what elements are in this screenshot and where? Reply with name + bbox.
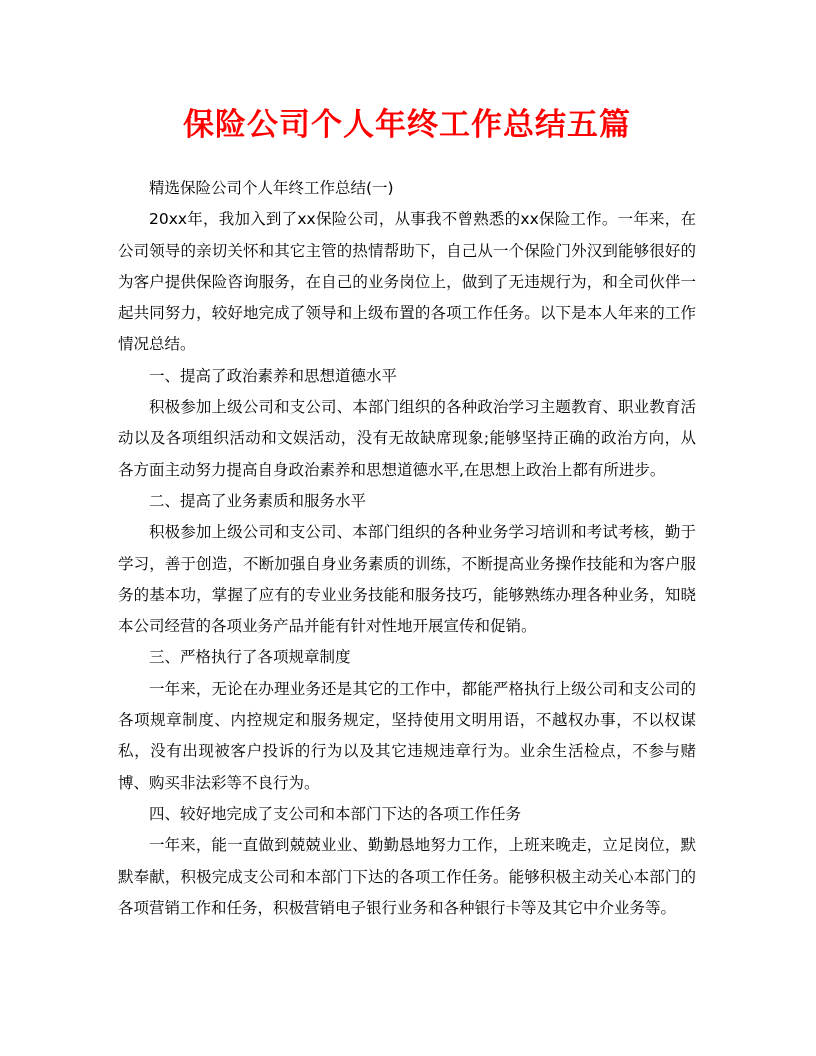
document-body <box>118 173 696 924</box>
section-heading-2: 二、提高了业务素质和服务水平 <box>149 491 367 510</box>
body-paragraph-4: 一年来，能一直做到兢兢业业、勤勤恳地努力工作，上班来晚走，立足岗位，默默奉献，积极完成支公司和本部门下达的各项工作任务。能够积极主动关心本部门的各项营销工作和任务，积极营销电子银行业务和各种银行卡等及其它中介业务等。 <box>118 836 696 917</box>
body-paragraph-2: 积极参加上级公司和支公司、本部门组织的各种业务学习培训和考试考核，勤于学习，善于创造，不断加强自身业务素质的训练，不断提高业务操作技能和为客户服务的基本功，掌握了应有的专业业务技能和服务技巧，能够熟练办理各种业务，知晓本公司经营的各项业务产品并能有针对性地开展宣传和促销。 <box>118 523 696 636</box>
section-heading-1: 一、提高了政治素养和思想道德水平 <box>149 366 398 385</box>
section-heading-3: 三、严格执行了各项规章制度 <box>149 648 351 667</box>
body-paragraph-intro: 20xx年，我加入到了xx保险公司，从事我不曾熟悉的xx保险工作。一年来，在公司领导的亲切关怀和其它主管的热情帮助下，自己从一个保险门外汉到能够很好的为客户提供保险咨询服务，在自己的业务岗位上，做到了无违规行为，和全司伙伴一起共同努力，较好地完成了领导和上级布置的各项工作任务。以下是本人年来的工作情况总结。 <box>118 210 696 354</box>
section-heading-4: 四、较好地完成了支公司和本部门下达的各项工作任务 <box>149 804 522 823</box>
section-subtitle: 精选保险公司个人年终工作总结(一) <box>149 179 394 197</box>
body-paragraph-3: 一年来，无论在办理业务还是其它的工作中，都能严格执行上级公司和支公司的各项规章制度、内控规定和服务规定，坚持使用文明用语，不越权办事，不以权谋私，没有出现被客户投诉的行为以及其它违规违章行为。业余生活检点，不参与赌博、购买非法彩等不良行为。 <box>118 679 696 792</box>
document-title: 保险公司个人年终工作总结五篇 <box>183 107 631 143</box>
body-paragraph-1: 积极参加上级公司和支公司、本部门组织的各种政治学习主题教育、职业教育活动以及各项组织活动和文娱活动，没有无故缺席现象;能够坚持正确的政治方向，从各方面主动努力提高自身政治素养和思想道德水平,在思想上政治上都有所进步。 <box>118 398 696 479</box>
